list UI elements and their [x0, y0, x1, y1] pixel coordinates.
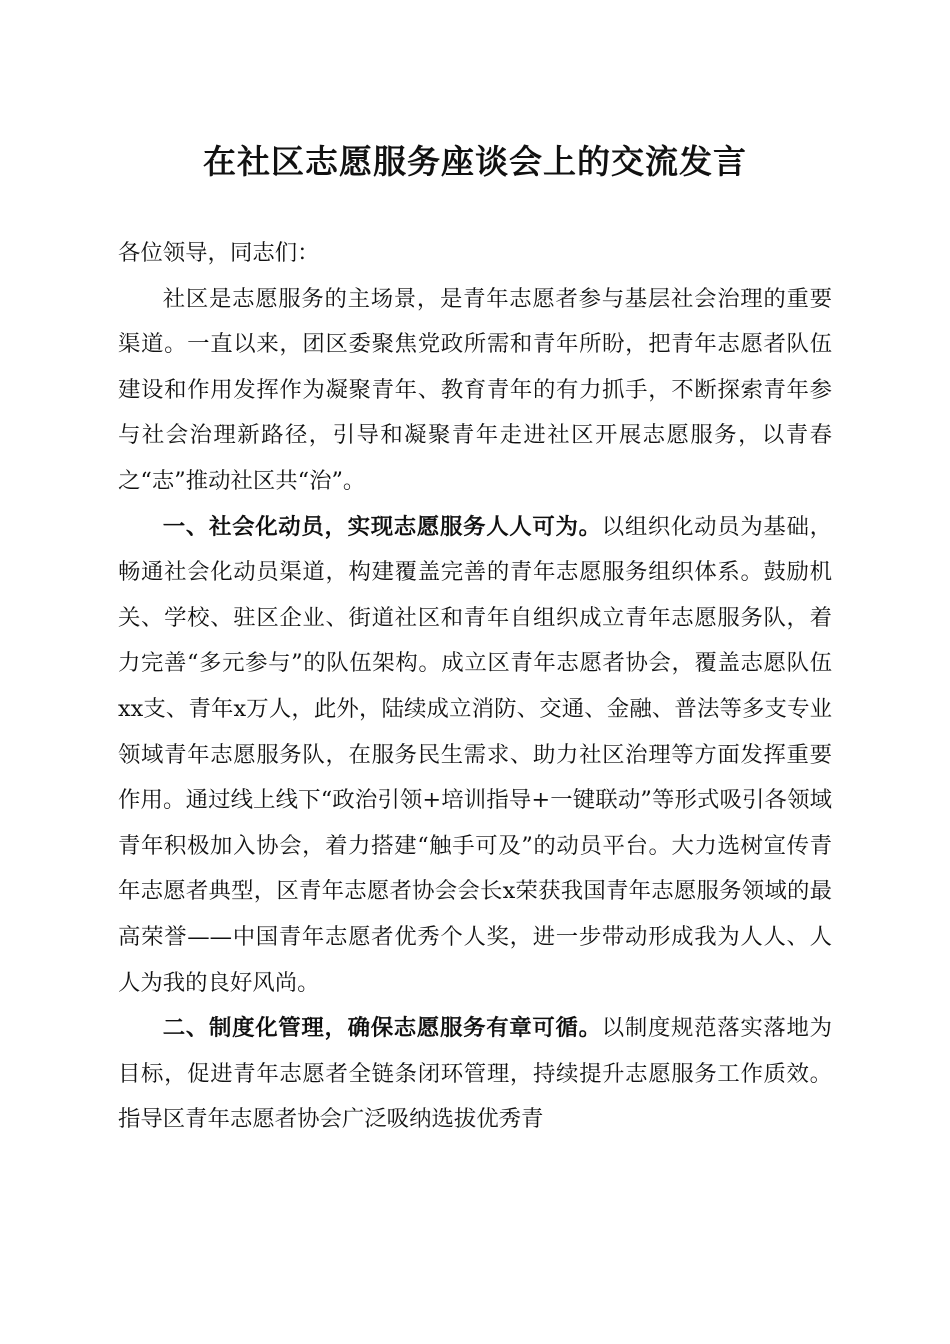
salutation: 各位领导，同志们：: [118, 240, 320, 266]
section-text-1: 以组织化动员为基础，畅通社会化动员渠道，构建覆盖完善的青年志愿服务组织体系。鼓励机关、学校、驻区企业、街道社区和青年自组织成立青年志愿服务队，着力完善“多元参与”的队伍架构。成立区青年志愿者协会，覆盖志愿队伍xx支、青年x万人，此外，陆续成立消防、交通、金融、普法等多支专业领域青年志愿服务队，在服务民生需求、助力社区治理等方面发挥重要作用。通过线上线下“政治引领+培训指导+一键联动”等形式吸引各领域青年积极加入协会，着力搭建“触手可及”的动员平台。大力选树宣传青年志愿者典型，区青年志愿者协会会长x荣获我国青年志愿服务领域的最高荣誉——中国青年志愿者优秀个人奖，进一步带动形成我为人人、人人为我的良好风尚。: [118, 513, 833, 996]
intro-paragraph: 社区是志愿服务的主场景，是青年志愿者参与基层社会治理的重要渠道。一直以来，团区委聚焦党政所需和青年所盼，把青年志愿者队伍建设和作用发挥作为凝聚青年、教育青年的有力抓手，不断探索青年参与社会治理新路径，引导和凝聚青年走进社区开展志愿服务，以青春之“志”推动社区共“治”。: [118, 285, 832, 494]
section-heading-1: 一、社会化动员，实现志愿服务人人可为。: [162, 513, 602, 540]
section-paragraph-2: [118, 1006, 832, 1143]
document-body: [118, 231, 832, 1143]
section-text-2: 以制度规范落实落地为目标，促进青年志愿者全链条闭环管理，持续提升志愿服务工作质效。指导区青年志愿者协会广泛吸纳选拔优秀青: [118, 1015, 833, 1133]
document-title: 在社区志愿服务座谈会上的交流发言: [203, 142, 747, 181]
section-heading-2: 二、制度化管理，确保志愿服务有章可循。: [162, 1015, 602, 1042]
section-paragraph-1: [118, 505, 832, 1007]
